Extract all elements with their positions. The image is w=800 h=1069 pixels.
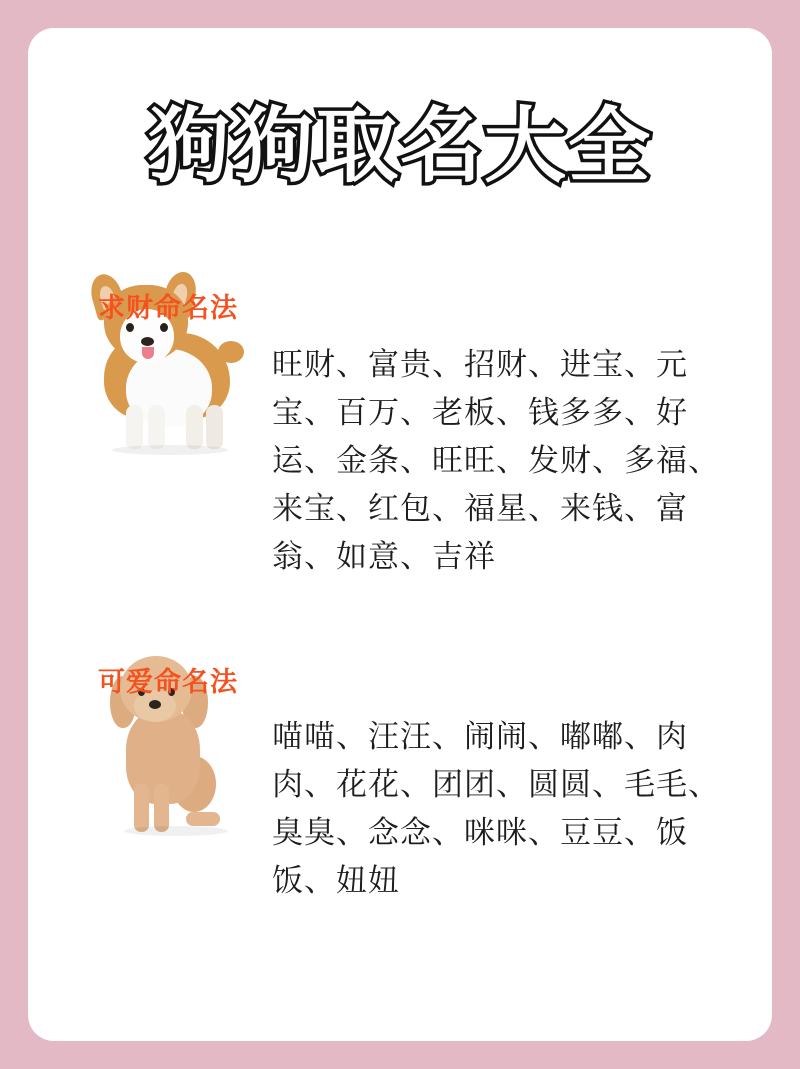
dog-leg-rear-near-icon bbox=[206, 405, 223, 449]
cute-names-text: 喵喵、汪汪、闹闹、嘟嘟、肉肉、花花、团团、圆圆、毛毛、臭臭、念念、咪咪、豆豆、饭饭、妞妞 bbox=[272, 719, 720, 898]
poodle-foot-icon bbox=[186, 812, 220, 826]
poodle-shadow bbox=[124, 826, 228, 836]
dog-tongue-icon bbox=[142, 347, 154, 359]
poodle-leg-near-icon bbox=[154, 784, 169, 832]
poster-card bbox=[28, 28, 772, 1041]
section-label-wealth: 求财命名法 bbox=[98, 293, 238, 323]
poodle-leg-far-icon bbox=[134, 784, 149, 832]
section-label-cute: 可爱命名法 bbox=[98, 667, 238, 697]
dog-leg-rear-far-icon bbox=[186, 405, 203, 449]
poodle-nose-icon bbox=[149, 700, 161, 709]
dog-leg-front-near-icon bbox=[148, 405, 165, 449]
page-title: 狗狗取名大全 bbox=[147, 101, 652, 192]
dog-nose-icon bbox=[141, 337, 154, 346]
dog-leg-front-far-icon bbox=[126, 405, 143, 449]
wealth-names-text: 旺财、富贵、招财、进宝、元宝、百万、老板、钱多多、好运、金条、旺旺、发财、多福、来宝、红包、福星、来钱、富翁、如意、吉祥 bbox=[272, 347, 720, 574]
dog-shadow bbox=[112, 445, 228, 455]
